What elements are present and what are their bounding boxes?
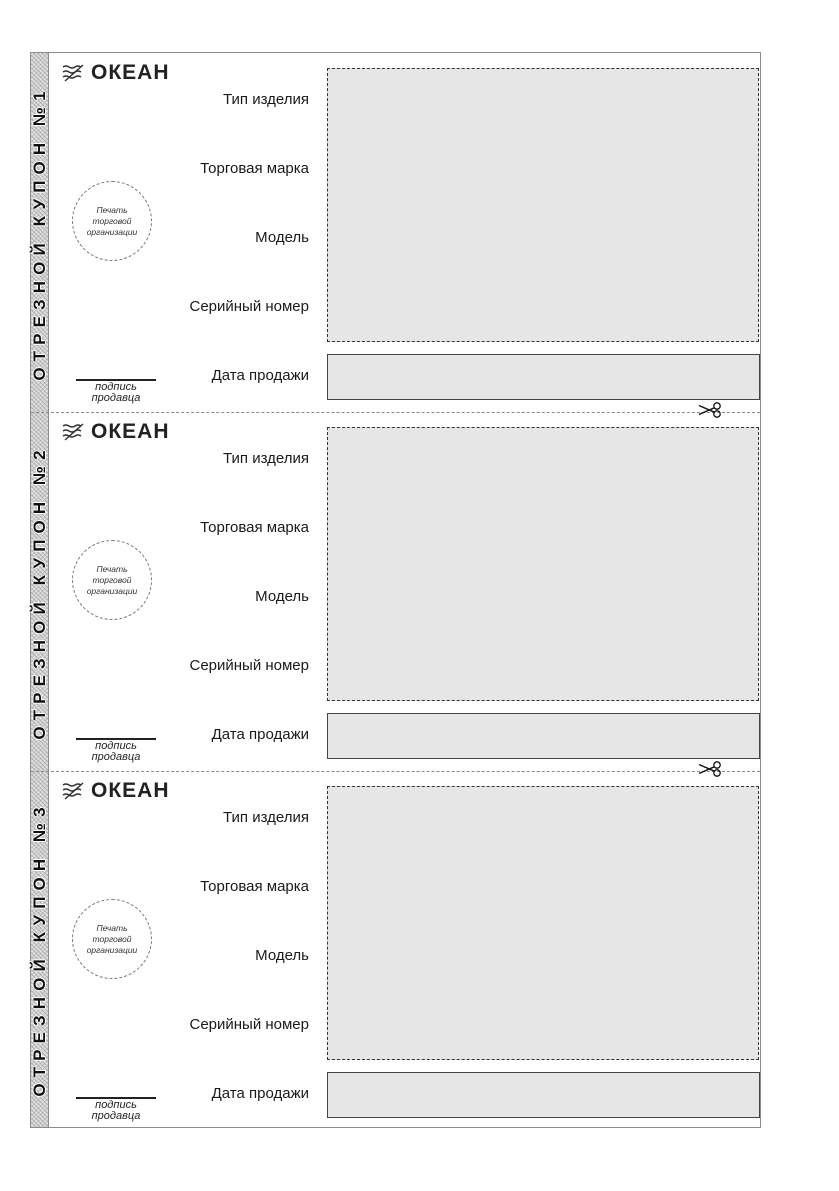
signature-line-1: подпись xyxy=(95,381,137,393)
label-trademark: Торговая марка xyxy=(200,519,309,536)
signature-line-2: продавца xyxy=(91,751,141,763)
label-sale-date: Дата продажи xyxy=(211,367,309,384)
signature-caption xyxy=(76,741,156,763)
wave-logo-icon xyxy=(61,781,87,801)
coupon-side-band xyxy=(31,412,49,771)
sale-date-field[interactable] xyxy=(327,713,760,759)
brand-logo xyxy=(61,62,170,84)
stamp-line-3: организации xyxy=(86,585,138,596)
stamp-line-1: Печать xyxy=(96,922,128,933)
label-trademark: Торговая марка xyxy=(200,878,309,895)
brand-logo xyxy=(61,421,170,443)
stamp-line-2: торговой xyxy=(92,215,132,226)
label-serial: Серийный номер xyxy=(189,298,309,315)
coupon-2 xyxy=(31,412,760,771)
coupon-band-text: ОТРЕЗНОЙ КУПОН №2 xyxy=(29,443,49,740)
label-model: Модель xyxy=(255,229,309,246)
stamp-circle xyxy=(72,540,152,620)
coupon-3 xyxy=(31,771,760,1127)
coupon-band-text: ОТРЕЗНОЙ КУПОН №3 xyxy=(29,801,49,1097)
label-sale-date: Дата продажи xyxy=(211,726,309,743)
stamp-line-2: торговой xyxy=(92,574,132,585)
scissors-icon xyxy=(697,761,723,777)
cut-line xyxy=(31,412,760,413)
coupon-side-band xyxy=(31,53,49,412)
stamp-circle xyxy=(72,181,152,261)
label-model: Модель xyxy=(255,588,309,605)
stamp-line-3: организации xyxy=(86,944,138,955)
label-serial: Серийный номер xyxy=(189,657,309,674)
product-info-field[interactable] xyxy=(327,68,759,342)
signature-line-1: подпись xyxy=(95,740,137,752)
label-product-type: Тип изделия xyxy=(223,450,309,467)
sale-date-field[interactable] xyxy=(327,354,760,400)
product-info-field[interactable] xyxy=(327,427,759,701)
signature-line-2: продавца xyxy=(91,392,141,404)
stamp-circle xyxy=(72,899,152,979)
signature-line-2: продавца xyxy=(91,1110,141,1122)
sale-date-field[interactable] xyxy=(327,1072,760,1118)
wave-logo-icon xyxy=(61,422,87,442)
label-model: Модель xyxy=(255,947,309,964)
signature-line-1: подпись xyxy=(95,1099,137,1111)
brand-name: ОКЕАН xyxy=(91,420,170,443)
coupon-1 xyxy=(31,53,760,412)
label-product-type: Тип изделия xyxy=(223,91,309,108)
stamp-line-1: Печать xyxy=(96,563,128,574)
brand-logo xyxy=(61,780,170,802)
product-info-field[interactable] xyxy=(327,786,759,1060)
brand-name: ОКЕАН xyxy=(91,779,170,802)
stamp-line-1: Печать xyxy=(96,204,128,215)
coupon-side-band xyxy=(31,771,49,1127)
label-trademark: Торговая марка xyxy=(200,160,309,177)
label-product-type: Тип изделия xyxy=(223,809,309,826)
cut-line xyxy=(31,771,760,772)
stamp-line-2: торговой xyxy=(92,933,132,944)
coupon-band-text: ОТРЕЗНОЙ КУПОН №1 xyxy=(29,84,49,381)
scissors-icon xyxy=(697,402,723,418)
signature-caption xyxy=(76,1100,156,1122)
signature-caption xyxy=(76,382,156,404)
label-serial: Серийный номер xyxy=(189,1016,309,1033)
label-sale-date: Дата продажи xyxy=(211,1085,309,1102)
warranty-coupon-sheet xyxy=(30,52,761,1128)
brand-name: ОКЕАН xyxy=(91,61,170,84)
wave-logo-icon xyxy=(61,63,87,83)
stamp-line-3: организации xyxy=(86,226,138,237)
